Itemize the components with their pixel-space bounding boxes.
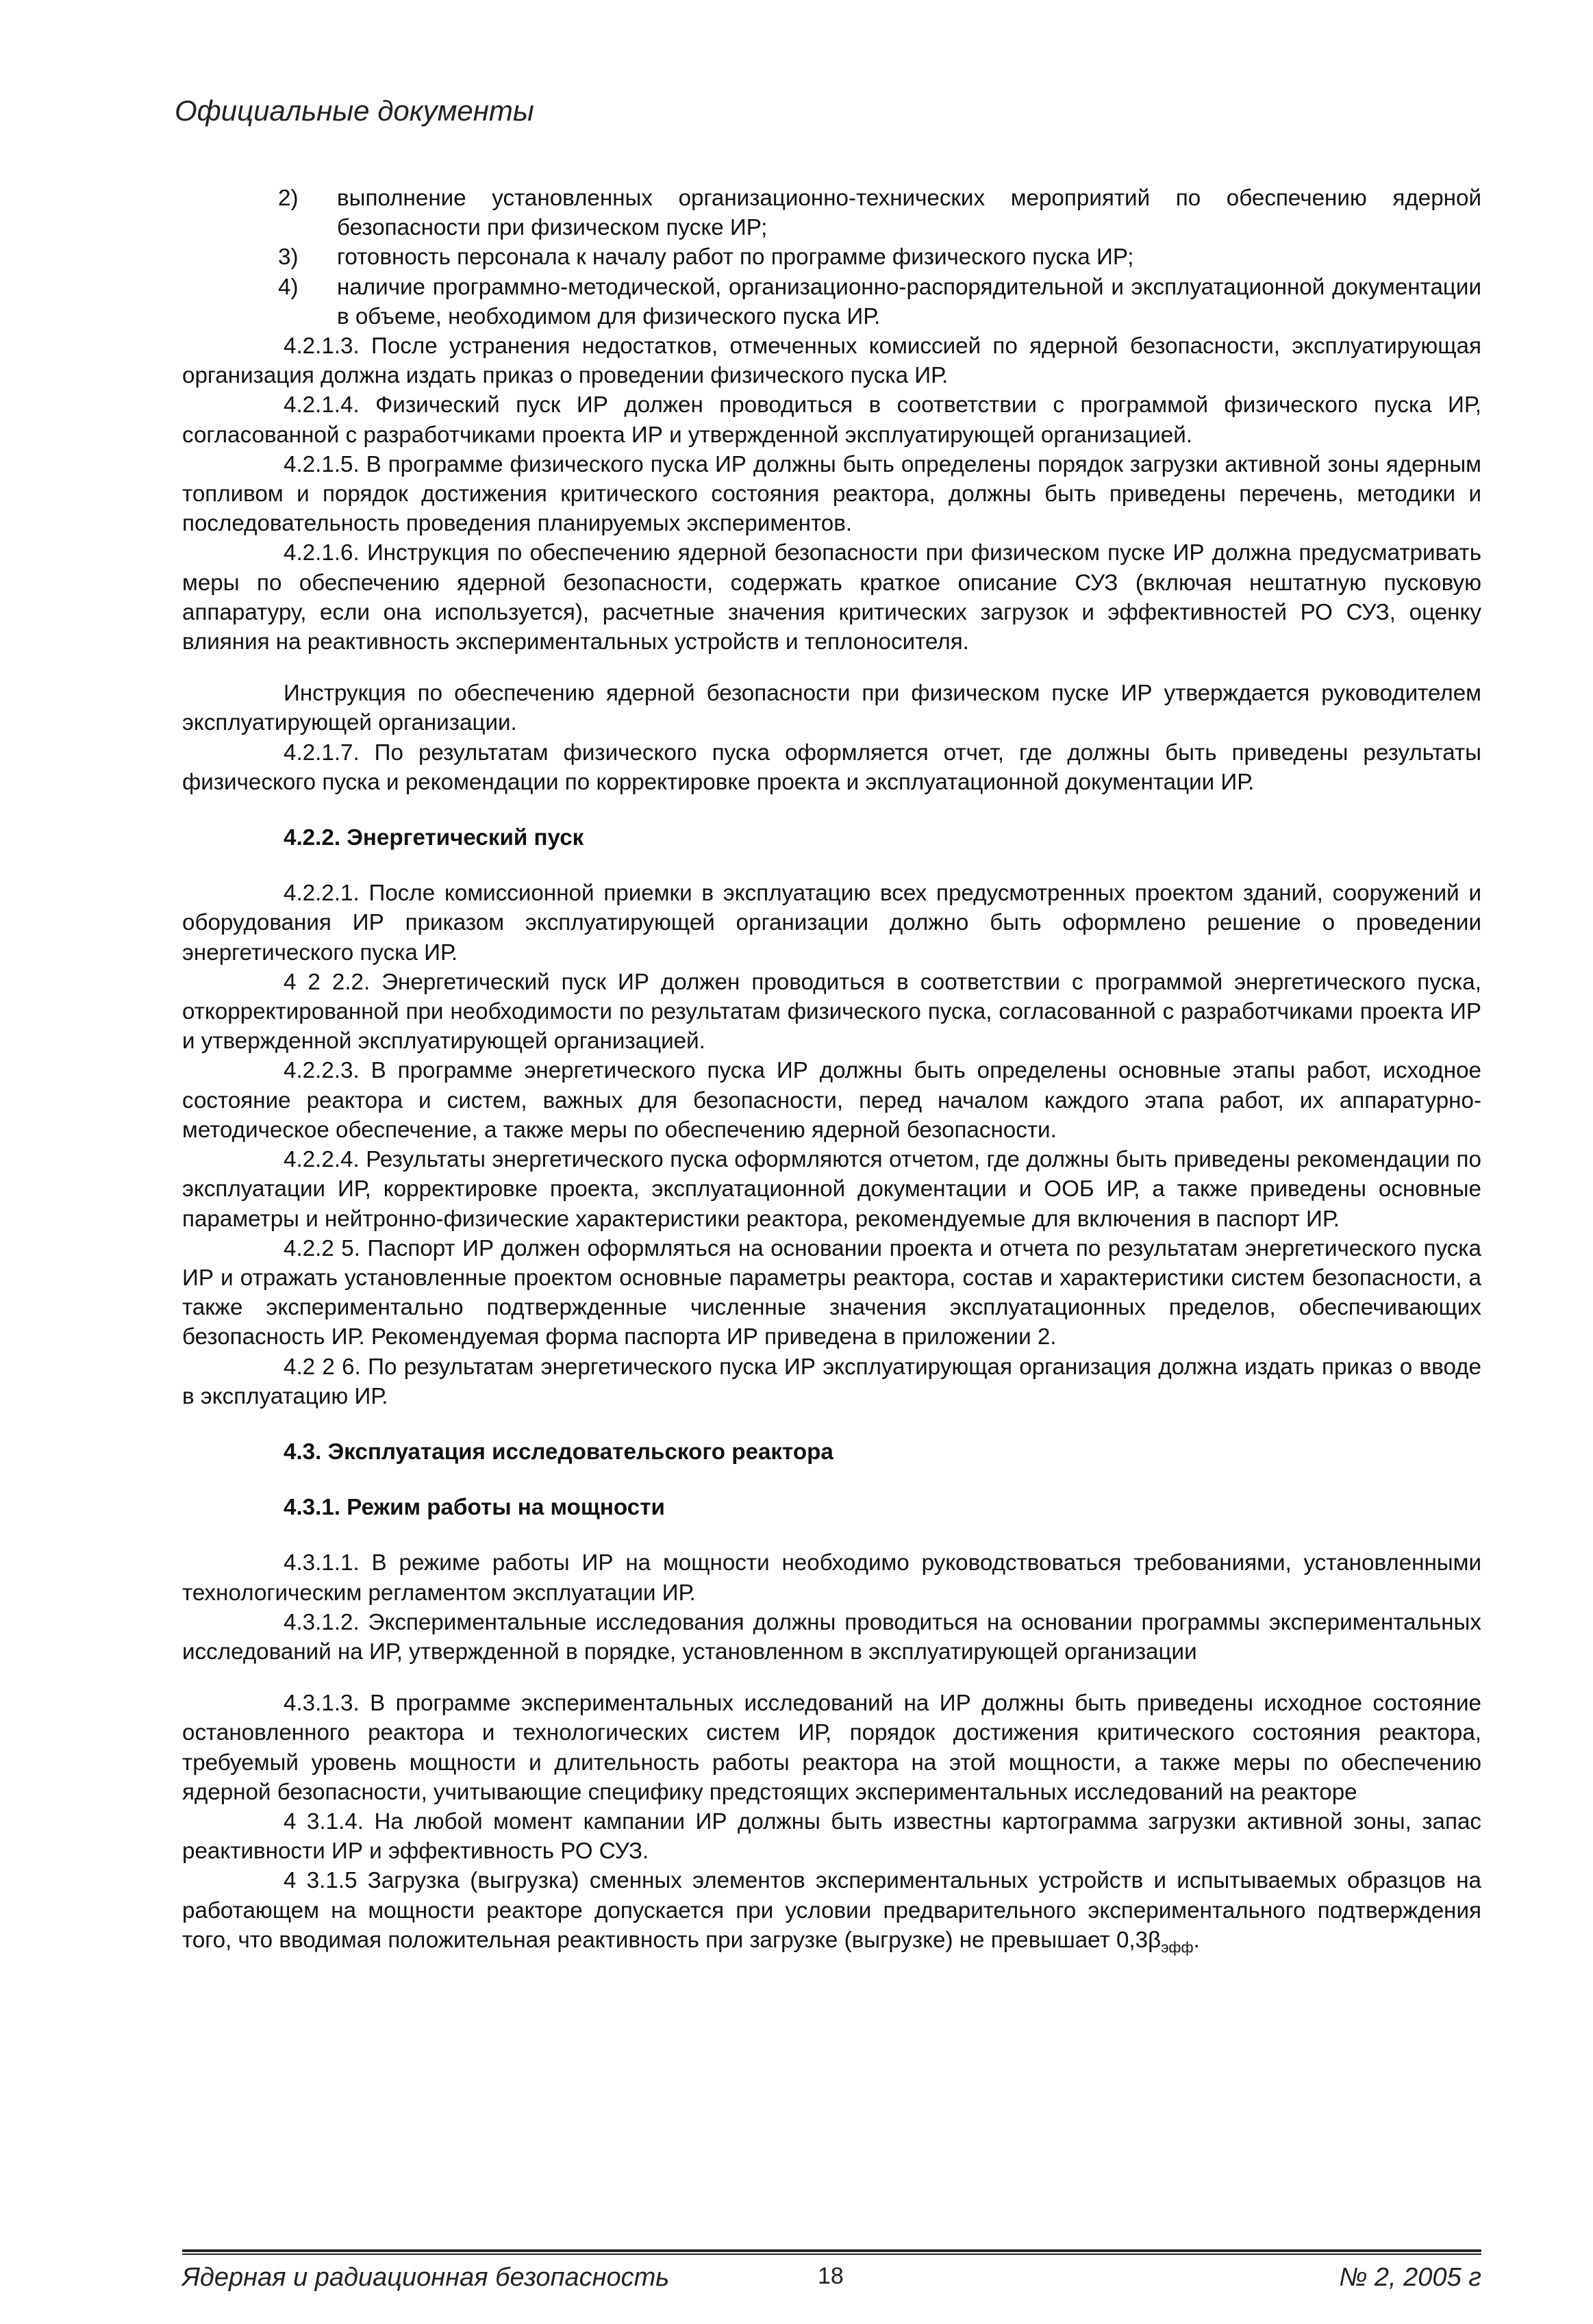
- section-heading-4-3-1: 4.3.1. Режим работы на мощности: [284, 1495, 665, 1521]
- footer-journal-title: Ядерная и радиационная безопасность: [182, 2263, 670, 2292]
- list-number: 4): [278, 274, 299, 300]
- running-header: Официальные документы: [175, 94, 534, 127]
- paragraph-4-3-1-1: 4.3.1.1. В режиме работы ИР на мощности необходимо руководствоваться требованиями, установленными технологическим регламентом эксплуатации ИР.: [182, 1550, 1481, 1606]
- beta-subscript: эфф: [1161, 1938, 1194, 1956]
- spacer: [182, 797, 1481, 823]
- list-item: [182, 184, 1481, 242]
- paragraph-4-2-1-5: 4.2.1.5. В программе физического пуска ИР должны быть определены порядок загрузки активной зоны ядерным топливом и порядок достижения критического состояния реактора, должны быть приведены перечень, методики и последовательность проведения планируемых экспериментов.: [182, 451, 1481, 537]
- list-number: 2): [278, 186, 299, 211]
- spacer: [182, 1522, 1481, 1548]
- paragraph-4-3-1-2: 4.3.1.2. Экспериментальные исследования должны проводиться на основании программы экспериментальных исследований на ИР, утвержденной в порядке, установленном в эксплуатирующей организации: [182, 1609, 1481, 1665]
- paragraph-4-2-2-2: 4 2 2.2. Энергетический пуск ИР должен проводиться в соответствии с программой энергетического пуска, откорректированной при необходимости по результатам физического пуска, согласованной с разработчиками проекта ИР и утвержденной эксплуатирующей организацией.: [182, 969, 1481, 1054]
- paragraph-4-2-2-1: 4.2.2.1. После комиссионной приемки в эксплуатацию всех предусмотренных проектом зданий, сооружений и оборудования ИР приказом эксплуатирующей организации должно быть оформлено решение о проведении энергетического пуска ИР.: [182, 881, 1481, 965]
- spacer: [182, 657, 1481, 679]
- document-body: [182, 184, 1481, 1962]
- spacer: [182, 1411, 1481, 1437]
- spacer: [182, 1467, 1481, 1493]
- paragraph-4-2-2-6: 4.2 2 6. По результатам энергетического пуска ИР эксплуатирующая организация должна издать приказ о вводе в эксплуатацию ИР.: [182, 1354, 1481, 1409]
- paragraph-4-3-1-5-text: 4 3.1.5 Загрузка (выгрузка) сменных элементов экспериментальных устройств и испытываемых образцов на работающем на мощности реакторе допускается при условии предварительного экспериментального подтверждения того, что вводимая положительная реактивность при загрузке (выгрузке) не превышает 0,3: [182, 1868, 1481, 1953]
- section-heading-4-3: 4.3. Эксплуатация исследовательского реактора: [284, 1439, 833, 1465]
- paragraph-instruction-approval: Инструкция по обеспечению ядерной безопасности при физическом пуске ИР утверждается руководителем эксплуатирующей организации.: [182, 681, 1481, 736]
- footer-issue: № 2, 2005 г: [1339, 2263, 1481, 2292]
- paragraph-4-2-2-5: 4.2.2 5. Паспорт ИР должен оформляться на основании проекта и отчета по результатам энергетического пуска ИР и отражать установленные проектом основные параметры реактора, состав и характеристики систем безопасности, а также экспериментально подтвержденные численные значения эксплуатационных пределов, обеспечивающих безопасность ИР. Рекомендуемая форма паспорта ИР приведена в приложении 2.: [182, 1235, 1481, 1350]
- list-text: готовность персонала к началу работ по программе физического пуска ИР;: [337, 244, 1134, 270]
- paragraph-4-2-1-6: 4.2.1.6. Инструкция по обеспечению ядерной безопасности при физическом пуске ИР должна предусматривать меры по обеспечению ядерной безопасности, содержать краткое описание СУЗ (включая нештатную пусковую аппаратуру, если она используется), расчетные значения критических загрузок и эффективностей РО СУЗ, оценку влияния на реактивность экспериментальных устройств и теплоносителя.: [182, 540, 1481, 655]
- list-text: наличие программно-методической, организационно-распорядительной и эксплуатационной документации в объеме, необходимом для физического пуска ИР.: [337, 274, 1481, 329]
- paragraph-4-3-1-4: 4 3.1.4. На любой момент кампании ИР должны быть известны картограмма загрузки активной зоны, запас реактивности ИР и эффективность РО СУЗ.: [182, 1808, 1481, 1865]
- page-footer: [182, 2263, 1481, 2297]
- beta-symbol: β: [1148, 1927, 1162, 1953]
- paragraph-4-2-1-3: 4.2.1.3. После устранения недостатков, отмеченных комиссией по ядерной безопасности, эксплуатирующая организация должна издать приказ о проведении физического пуска ИР.: [182, 333, 1481, 389]
- spacer: [182, 852, 1481, 879]
- section-heading-4-2-2: 4.2.2. Энергетический пуск: [284, 825, 584, 851]
- paragraph-4-3-1-3: 4.3.1.3. В программе экспериментальных исследований на ИР должны быть приведены исходное состояние остановленного реактора и технологических систем ИР, порядок достижения критического состояния реактора, требуемый уровень мощности и длительность работы реактора на этой мощности, а также меры по обеспечению ядерной безопасности, учитывающие специфику предстоящих экспериментальных исследований на реакторе: [182, 1691, 1481, 1805]
- list-item: [182, 242, 1481, 272]
- paragraph-4-3-1-5: [182, 1866, 1481, 1962]
- list-text: выполнение установленных организационно-технических мероприятий по обеспечению ядерной безопасности при физическом пуске ИР;: [337, 186, 1481, 241]
- paragraph-4-2-2-3: 4.2.2.3. В программе энергетического пуска ИР должны быть определены основные этапы работ, исходное состояние реактора и систем, важных для безопасности, перед началом каждого этапа работ, их аппаратурно-методическое обеспечение, а также меры по обеспечению ядерной безопасности.: [182, 1058, 1481, 1143]
- list-item: [182, 273, 1481, 331]
- paragraph-end-dot: .: [1193, 1927, 1200, 1953]
- paragraph-4-2-1-7: 4.2.1.7. По результатам физического пуска оформляется отчет, где должны быть приведены результаты физического пуска и рекомендации по корректировке проекта и эксплуатационной документации ИР.: [182, 740, 1481, 795]
- spacer: [182, 1667, 1481, 1689]
- footer-rule: [182, 2253, 1481, 2255]
- footer-rule: [182, 2249, 1481, 2252]
- page-number: 18: [818, 2263, 844, 2289]
- paragraph-4-2-1-4: 4.2.1.4. Физический пуск ИР должен проводиться в соответствии с программой физического пуска ИР, согласованной с разработчиками проекта ИР и утвержденной эксплуатирующей организацией.: [182, 392, 1481, 448]
- list-number: 3): [278, 244, 299, 270]
- paragraph-4-2-2-4: 4.2.2.4. Результаты энергетического пуска оформляются отчетом, где должны быть приведены рекомендации по эксплуатации ИР, корректировке проекта, эксплуатационной документации и ООБ ИР, а также приведены основные параметры и нейтронно-физические характеристики реактора, рекомендуемые для включения в паспорт ИР.: [182, 1147, 1481, 1232]
